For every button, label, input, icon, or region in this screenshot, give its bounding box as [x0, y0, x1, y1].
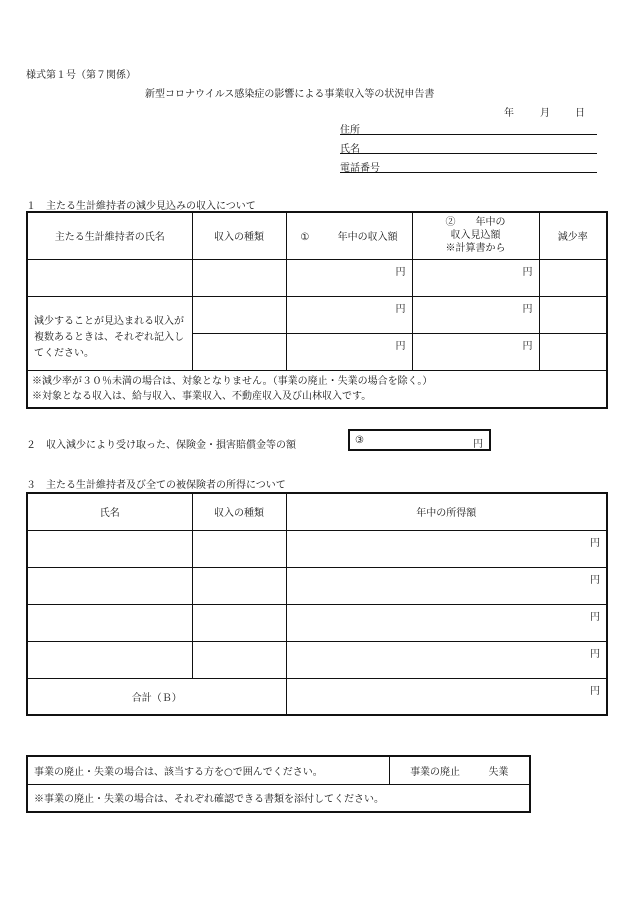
- insurance-amount-box[interactable]: [348, 429, 491, 451]
- attach-note: ※事業の廃止・失業の場合は、それぞれ確認できる書類を添付してください。: [27, 784, 530, 812]
- table-row: [27, 259, 607, 296]
- section1-heading: １ 主たる生計維持者の減少見込みの収入について: [26, 201, 256, 212]
- header-member-name: 氏名: [27, 493, 192, 530]
- header-member-income-type: 収入の種類: [192, 493, 286, 530]
- header-income-year: [286, 212, 412, 259]
- income-year-cell[interactable]: 円: [286, 259, 412, 296]
- insurance-amount-yen: 円: [473, 439, 483, 450]
- name-label: 氏名: [340, 144, 360, 155]
- estimate-cell[interactable]: 円: [412, 333, 539, 370]
- income-year-cell[interactable]: 円: [286, 296, 412, 333]
- earner-name-cell[interactable]: [27, 259, 192, 296]
- address-label: 住所: [340, 125, 360, 136]
- member-income-type-cell[interactable]: [192, 567, 286, 604]
- header-estimate: [412, 212, 539, 259]
- header-reduction-rate: 減少率: [539, 212, 607, 259]
- form-number: 様式第１号（第７関係）: [26, 70, 136, 81]
- date-month-label: 月: [540, 108, 550, 119]
- table-row: [27, 567, 607, 604]
- header-estimate-line2: 収入見込額: [450, 230, 501, 242]
- header-member-income-year: 年中の所得額: [286, 493, 607, 530]
- reduction-rate-cell[interactable]: [539, 259, 607, 296]
- member-income-cell[interactable]: 円: [286, 604, 607, 641]
- header-estimate-line1: ② 年中の: [445, 217, 506, 229]
- section1-table: [26, 211, 608, 409]
- member-income-type-cell[interactable]: [192, 604, 286, 641]
- header-income-year-text: 年中の収入額: [337, 232, 398, 244]
- member-income-type-cell[interactable]: [192, 530, 286, 567]
- closure-table: [26, 755, 531, 813]
- reduction-rate-cell[interactable]: [539, 296, 607, 333]
- note-target-income: ※対象となる収入は、給与収入、事業収入、不動産収入及び山林収入です。: [32, 390, 372, 402]
- address-line[interactable]: [340, 121, 597, 135]
- total-income-cell[interactable]: 円: [286, 678, 607, 715]
- header-income-type: 収入の種類: [192, 212, 286, 259]
- insurance-amount-num: ③: [355, 435, 364, 446]
- table-row: [27, 296, 607, 333]
- header-income-year-num: ①: [300, 232, 310, 244]
- income-year-cell[interactable]: 円: [286, 333, 412, 370]
- closure-question: 事業の廃止・失業の場合は、該当する方を○で囲んでください。: [27, 756, 389, 784]
- member-name-cell[interactable]: [27, 604, 192, 641]
- member-income-cell[interactable]: 円: [286, 641, 607, 678]
- income-type-cell[interactable]: [192, 296, 286, 333]
- option-business-closure[interactable]: 事業の廃止: [410, 766, 461, 778]
- estimate-cell[interactable]: 円: [412, 296, 539, 333]
- document-title: 新型コロナウイルス感染症の影響による事業収入等の状況申告書: [145, 89, 435, 100]
- multi-income-note: 減少することが見込まれる収入が複数あるときは、それぞれ記入してください。: [27, 296, 192, 370]
- income-type-cell[interactable]: [192, 333, 286, 370]
- total-label: 合計（Ｂ）: [27, 678, 286, 715]
- table-row: [27, 530, 607, 567]
- member-income-cell[interactable]: 円: [286, 567, 607, 604]
- member-income-type-cell[interactable]: [192, 641, 286, 678]
- note-reduction-rate: ※減少率が３０％未満の場合は、対象となりません。（事業の廃止・失業の場合を除く。）: [32, 375, 433, 387]
- phone-label: 電話番号: [340, 163, 380, 174]
- name-line[interactable]: [340, 140, 597, 154]
- header-estimate-line3: ※計算書から: [445, 243, 506, 255]
- estimate-cell[interactable]: 円: [412, 259, 539, 296]
- section2-heading: ２ 収入減少により受け取った、保険金・損害賠償金等の額: [26, 440, 296, 451]
- member-name-cell[interactable]: [27, 641, 192, 678]
- option-unemployment[interactable]: 失業: [488, 766, 509, 778]
- phone-line[interactable]: [340, 159, 597, 173]
- closure-options: [389, 756, 530, 784]
- table-row: [27, 604, 607, 641]
- section3-heading: ３ 主たる生計維持者及び全ての被保険者の所得について: [26, 480, 286, 491]
- table-row: [27, 641, 607, 678]
- date-year-label: 年: [504, 108, 514, 119]
- section1-notes: [27, 370, 607, 408]
- header-earner-name: 主たる生計維持者の氏名: [27, 212, 192, 259]
- member-income-cell[interactable]: 円: [286, 530, 607, 567]
- section3-table: [26, 492, 608, 716]
- reduction-rate-cell[interactable]: [539, 333, 607, 370]
- member-name-cell[interactable]: [27, 530, 192, 567]
- date-day-label: 日: [575, 108, 585, 119]
- income-type-cell[interactable]: [192, 259, 286, 296]
- member-name-cell[interactable]: [27, 567, 192, 604]
